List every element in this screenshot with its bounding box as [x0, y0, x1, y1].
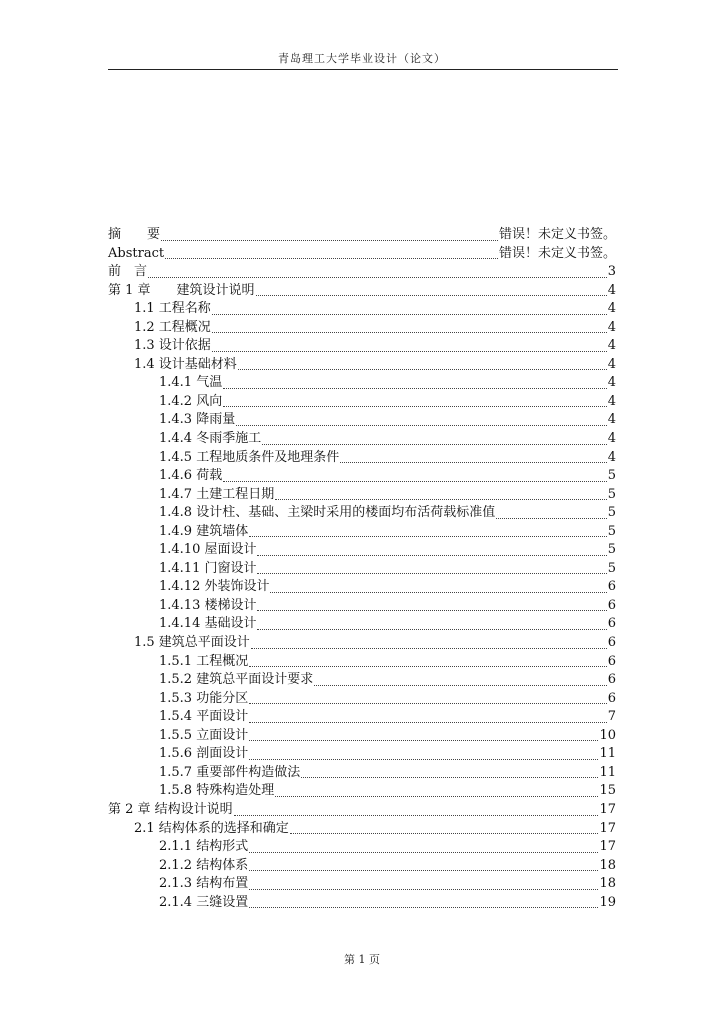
- toc-entry-label: 1.4.2 风向: [159, 393, 223, 409]
- toc-entry-page: 4: [607, 393, 616, 409]
- toc-entry-page: 18: [599, 876, 616, 892]
- toc-entry-label: 1.2 工程概况: [134, 319, 211, 335]
- toc-leader-dots: [275, 796, 598, 797]
- toc-entry-page: 6: [607, 635, 616, 651]
- toc-entry[interactable]: [108, 245, 616, 264]
- toc-entry-page: 5: [607, 523, 616, 539]
- toc-entry[interactable]: [108, 615, 616, 634]
- toc-entry[interactable]: [108, 411, 616, 430]
- toc-entry-label: 1.4.4 冬雨季施工: [159, 431, 262, 447]
- toc-entry-label: 1.5.3 功能分区: [159, 690, 249, 706]
- toc-leader-dots: [161, 240, 498, 241]
- toc-entry-page: 17: [599, 839, 616, 855]
- toc-leader-dots: [236, 425, 607, 426]
- toc-entry-page: 4: [607, 449, 616, 465]
- toc-entry-label: Abstract: [108, 245, 165, 261]
- toc-leader-dots: [257, 573, 606, 574]
- toc-leader-dots: [223, 481, 607, 482]
- toc-leader-dots: [270, 592, 606, 593]
- toc-leader-dots: [249, 870, 598, 871]
- toc-entry-label: 1.4.10 屋面设计: [159, 542, 257, 558]
- toc-entry-label: 第 2 章 结构设计说明: [108, 801, 233, 817]
- toc-entry-label: 2.1.3 结构布置: [159, 876, 249, 892]
- toc-entry[interactable]: [108, 504, 616, 523]
- toc-entry[interactable]: [108, 226, 616, 245]
- toc-entry-page: 4: [607, 431, 616, 447]
- toc-leader-dots: [238, 369, 607, 370]
- header-divider: [108, 69, 618, 70]
- toc-leader-dots: [249, 907, 598, 908]
- toc-entry-page: 4: [607, 375, 616, 391]
- toc-entry[interactable]: [108, 319, 616, 338]
- toc-entry-page: 18: [599, 857, 616, 873]
- toc-entry[interactable]: [108, 578, 616, 597]
- toc-leader-dots: [340, 462, 607, 463]
- toc-entry[interactable]: [108, 782, 616, 801]
- toc-entry-label: 前 言: [108, 264, 148, 280]
- toc-entry[interactable]: [108, 560, 616, 579]
- toc-entry[interactable]: [108, 857, 616, 876]
- toc-entry-label: 第 1 章 建筑设计说明: [108, 282, 255, 298]
- toc-entry-page: 4: [607, 338, 616, 354]
- toc-entry[interactable]: [108, 393, 616, 412]
- toc-leader-dots: [234, 815, 599, 816]
- toc-entry-page: 19: [599, 894, 616, 910]
- toc-entry-label: 2.1.4 三缝设置: [159, 894, 249, 910]
- toc-entry-page: 5: [607, 468, 616, 484]
- toc-entry[interactable]: [108, 430, 616, 449]
- toc-entry-label: 1.4.12 外装饰设计: [159, 579, 270, 595]
- toc-leader-dots: [249, 852, 598, 853]
- toc-leader-dots: [290, 833, 599, 834]
- toc-leader-dots: [249, 740, 598, 741]
- toc-entry-label: 1.5.6 剖面设计: [159, 746, 249, 762]
- toc-entry-page: 5: [607, 542, 616, 558]
- toc-leader-dots: [223, 406, 607, 407]
- toc-entry-page: 17: [599, 801, 616, 817]
- toc-entry[interactable]: [108, 467, 616, 486]
- toc-entry[interactable]: [108, 653, 616, 672]
- toc-entry-page: 5: [607, 505, 616, 521]
- toc-leader-dots: [262, 444, 607, 445]
- toc-entry-page: 11: [599, 746, 616, 762]
- toc-entry[interactable]: [108, 634, 616, 653]
- toc-leader-dots: [212, 351, 607, 352]
- toc-entry-label: 1.4.8 设计柱、基础、主梁时采用的楼面均布活荷载标准值: [159, 505, 496, 521]
- toc-entry[interactable]: [108, 597, 616, 616]
- toc-entry-page: 15: [599, 783, 616, 799]
- toc-entry-label: 1.5.7 重要部件构造做法: [159, 764, 301, 780]
- toc-leader-dots: [257, 610, 606, 611]
- toc-leader-dots: [148, 277, 607, 278]
- toc-entry[interactable]: [108, 449, 616, 468]
- toc-entry[interactable]: [108, 263, 616, 282]
- toc-entry-page: 6: [607, 616, 616, 632]
- toc-entry-page: 6: [607, 690, 616, 706]
- toc-leader-dots: [256, 295, 607, 296]
- toc-leader-dots: [301, 777, 598, 778]
- toc-entry-page: 7: [607, 709, 616, 725]
- toc-entry-page: 6: [607, 579, 616, 595]
- toc-entry-label: 1.5.5 立面设计: [159, 727, 249, 743]
- toc-entry-label: 1.5.1 工程概况: [159, 653, 249, 669]
- toc-entry[interactable]: [108, 838, 616, 857]
- page-number: 第 1 页: [344, 953, 380, 966]
- toc-leader-dots: [249, 722, 607, 723]
- toc-entry[interactable]: [108, 486, 616, 505]
- toc-entry-page: 4: [607, 356, 616, 372]
- toc-entry[interactable]: [108, 300, 616, 319]
- toc-leader-dots: [257, 555, 606, 556]
- toc-entry-page: 6: [607, 653, 616, 669]
- toc-entry[interactable]: [108, 282, 616, 301]
- toc-entry-page: 错误！未定义书签。: [498, 227, 616, 242]
- toc-entry-label: 1.4.11 门窗设计: [159, 560, 257, 576]
- toc-leader-dots: [314, 685, 607, 686]
- toc-entry[interactable]: [108, 374, 616, 393]
- toc-entry-label: 1.4 设计基础材料: [134, 356, 237, 372]
- toc-entry[interactable]: [108, 875, 616, 894]
- toc-entry-label: 1.4.5 工程地质条件及地理条件: [159, 449, 340, 465]
- toc-leader-dots: [212, 332, 607, 333]
- toc-entry-label: 1.5.8 特殊构造处理: [159, 783, 275, 799]
- toc-leader-dots: [223, 388, 607, 389]
- toc-leader-dots: [257, 629, 606, 630]
- toc-entry-page: 3: [607, 264, 616, 280]
- toc-entry[interactable]: [108, 708, 616, 727]
- toc-entry-page: 17: [599, 820, 616, 836]
- toc-entry-page: 4: [607, 301, 616, 317]
- toc-entry-label: 1.4.6 荷载: [159, 468, 223, 484]
- toc-entry-label: 1.4.7 土建工程日期: [159, 486, 275, 502]
- toc-leader-dots: [249, 889, 598, 890]
- toc-leader-dots: [249, 703, 607, 704]
- toc-entry-label: 1.4.1 气温: [159, 375, 223, 391]
- toc-entry-label: 1.5.2 建筑总平面设计要求: [159, 672, 314, 688]
- toc-entry-page: 11: [599, 764, 616, 780]
- toc-entry[interactable]: [108, 745, 616, 764]
- toc-entry-label: 1.4.9 建筑墙体: [159, 523, 249, 539]
- toc-leader-dots: [251, 648, 607, 649]
- toc-entry-label: 1.5.4 平面设计: [159, 709, 249, 725]
- toc-leader-dots: [165, 258, 498, 259]
- toc-entry-label: 1.3 设计依据: [134, 338, 211, 354]
- toc-entry-label: 1.4.13 楼梯设计: [159, 597, 257, 613]
- toc-entry[interactable]: [108, 337, 616, 356]
- toc-entry-label: 1.4.3 降雨量: [159, 412, 236, 428]
- table-of-contents: [108, 226, 616, 912]
- toc-entry[interactable]: [108, 801, 616, 820]
- toc-leader-dots: [249, 759, 598, 760]
- toc-entry-page: 5: [607, 560, 616, 576]
- toc-leader-dots: [249, 666, 607, 667]
- toc-entry-label: 2.1.2 结构体系: [159, 857, 249, 873]
- toc-entry[interactable]: [108, 690, 616, 709]
- toc-entry-label: 1.1 工程名称: [134, 301, 211, 317]
- toc-entry-page: 10: [599, 727, 616, 743]
- toc-entry[interactable]: [108, 820, 616, 839]
- toc-leader-dots: [212, 314, 607, 315]
- toc-entry[interactable]: [108, 541, 616, 560]
- toc-entry-page: 5: [607, 486, 616, 502]
- toc-entry[interactable]: [108, 671, 616, 690]
- toc-entry[interactable]: [108, 894, 616, 913]
- toc-entry-page: 4: [607, 282, 616, 298]
- toc-entry-page: 6: [607, 597, 616, 613]
- page-header-title: 青岛理工大学毕业设计（论文）: [278, 52, 446, 65]
- toc-entry-label: 2.1 结构体系的选择和确定: [134, 820, 289, 836]
- toc-leader-dots: [275, 499, 607, 500]
- toc-entry[interactable]: [108, 727, 616, 746]
- toc-entry[interactable]: [108, 764, 616, 783]
- toc-leader-dots: [496, 518, 607, 519]
- toc-entry-label: 1.4.14 基础设计: [159, 616, 257, 632]
- toc-entry-page: 4: [607, 319, 616, 335]
- toc-entry[interactable]: [108, 523, 616, 542]
- toc-entry-page: 错误！未定义书签。: [498, 245, 616, 261]
- toc-entry-label: 摘 要: [108, 227, 161, 242]
- toc-entry-page: 6: [607, 672, 616, 688]
- toc-leader-dots: [249, 536, 607, 537]
- toc-entry[interactable]: [108, 356, 616, 375]
- toc-entry-label: 1.5 建筑总平面设计: [134, 635, 250, 651]
- toc-entry-page: 4: [607, 412, 616, 428]
- toc-entry-label: 2.1.1 结构形式: [159, 839, 249, 855]
